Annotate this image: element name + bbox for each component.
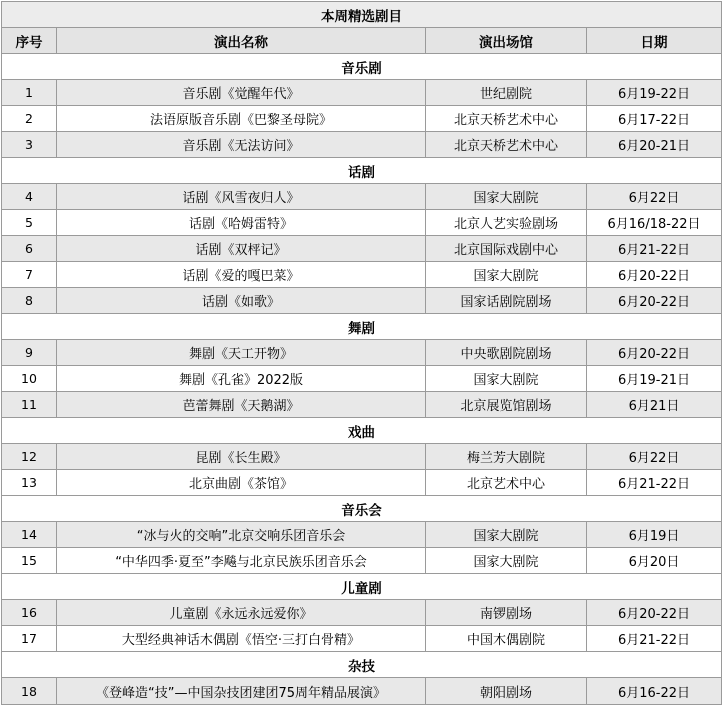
cell-number[interactable]: 17 — [2, 626, 57, 652]
cell-date[interactable]: 6月20-22日 — [587, 262, 722, 288]
cell-show-name[interactable]: 儿童剧《永远永远爱你》 — [57, 600, 426, 626]
cell-date[interactable]: 6月22日 — [587, 444, 722, 470]
section-row — [2, 314, 722, 340]
table-row — [2, 600, 722, 626]
cell-show-name[interactable]: 音乐剧《觉醒年代》 — [57, 80, 426, 106]
table-row — [2, 288, 722, 314]
section-row — [2, 418, 722, 444]
table-row — [2, 184, 722, 210]
cell-venue[interactable]: 南锣剧场 — [426, 600, 587, 626]
cell-venue[interactable]: 北京天桥艺术中心 — [426, 106, 587, 132]
cell-number[interactable]: 15 — [2, 548, 57, 574]
cell-show-name[interactable]: 话剧《爱的嘎巴菜》 — [57, 262, 426, 288]
cell-number[interactable]: 12 — [2, 444, 57, 470]
cell-date[interactable]: 6月17-22日 — [587, 106, 722, 132]
cell-venue[interactable]: 国家大剧院 — [426, 184, 587, 210]
cell-date[interactable]: 6月19-22日 — [587, 80, 722, 106]
cell-number[interactable]: 18 — [2, 678, 57, 705]
cell-venue[interactable]: 世纪剧院 — [426, 80, 587, 106]
program-table — [1, 1, 722, 705]
table-row — [2, 470, 722, 496]
cell-number[interactable]: 2 — [2, 106, 57, 132]
cell-venue[interactable]: 国家话剧院剧场 — [426, 288, 587, 314]
cell-show-name[interactable]: “冰与火的交响”北京交响乐团音乐会 — [57, 522, 426, 548]
table-row — [2, 626, 722, 652]
cell-venue[interactable]: 中国木偶剧院 — [426, 626, 587, 652]
cell-date[interactable]: 6月20-21日 — [587, 132, 722, 158]
header-number: 序号 — [2, 28, 57, 54]
table-row — [2, 444, 722, 470]
cell-venue[interactable]: 国家大剧院 — [426, 262, 587, 288]
table-row — [2, 522, 722, 548]
section-title: 戏曲 — [2, 418, 722, 444]
cell-date[interactable]: 6月21日 — [587, 392, 722, 418]
cell-date[interactable]: 6月21-22日 — [587, 236, 722, 262]
table-row — [2, 548, 722, 574]
header-row — [2, 28, 722, 54]
table-row — [2, 132, 722, 158]
table-row — [2, 678, 722, 705]
table-row — [2, 366, 722, 392]
cell-date[interactable]: 6月19-21日 — [587, 366, 722, 392]
cell-date[interactable]: 6月20-22日 — [587, 288, 722, 314]
section-row — [2, 574, 722, 600]
cell-venue[interactable]: 国家大剧院 — [426, 548, 587, 574]
section-title: 杂技 — [2, 652, 722, 678]
cell-date[interactable]: 6月16/18-22日 — [587, 210, 722, 236]
section-row — [2, 54, 722, 80]
cell-venue[interactable]: 国家大剧院 — [426, 366, 587, 392]
section-title: 音乐会 — [2, 496, 722, 522]
table-row — [2, 80, 722, 106]
cell-number[interactable]: 16 — [2, 600, 57, 626]
section-title: 话剧 — [2, 158, 722, 184]
cell-show-name[interactable]: 话剧《如歌》 — [57, 288, 426, 314]
cell-date[interactable]: 6月20日 — [587, 548, 722, 574]
cell-show-name[interactable]: 舞剧《孔雀》2022版 — [57, 366, 426, 392]
table-title: 本周精选剧目 — [2, 2, 722, 28]
cell-number[interactable]: 9 — [2, 340, 57, 366]
cell-venue[interactable]: 中央歌剧院剧场 — [426, 340, 587, 366]
cell-show-name[interactable]: 话剧《哈姆雷特》 — [57, 210, 426, 236]
header-show-name: 演出名称 — [57, 28, 426, 54]
section-title: 儿童剧 — [2, 574, 722, 600]
cell-show-name[interactable]: 《登峰造“技”—中国杂技团建团75周年精品展演》 — [57, 678, 426, 705]
cell-date[interactable]: 6月20-22日 — [587, 600, 722, 626]
cell-show-name[interactable]: 话剧《双枰记》 — [57, 236, 426, 262]
cell-show-name[interactable]: 话剧《风雪夜归人》 — [57, 184, 426, 210]
cell-show-name[interactable]: 法语原版音乐剧《巴黎圣母院》 — [57, 106, 426, 132]
table-row — [2, 340, 722, 366]
cell-date[interactable]: 6月22日 — [587, 184, 722, 210]
header-date: 日期 — [587, 28, 722, 54]
spreadsheet — [0, 1, 722, 708]
cell-number[interactable]: 5 — [2, 210, 57, 236]
section-row — [2, 652, 722, 678]
title-row — [2, 2, 722, 28]
cell-venue[interactable]: 北京艺术中心 — [426, 470, 587, 496]
section-title: 音乐剧 — [2, 54, 722, 80]
cell-number[interactable]: 1 — [2, 80, 57, 106]
cell-show-name[interactable]: “中华四季·夏至”李飚与北京民族乐团音乐会 — [57, 548, 426, 574]
cell-show-name[interactable]: 北京曲剧《茶馆》 — [57, 470, 426, 496]
cell-number[interactable]: 11 — [2, 392, 57, 418]
cell-date[interactable]: 6月21-22日 — [587, 626, 722, 652]
cell-number[interactable]: 10 — [2, 366, 57, 392]
table-row — [2, 392, 722, 418]
cell-number[interactable]: 13 — [2, 470, 57, 496]
cell-show-name[interactable]: 舞剧《天工开物》 — [57, 340, 426, 366]
cell-date[interactable]: 6月19日 — [587, 522, 722, 548]
table-body — [2, 2, 722, 705]
cell-venue[interactable]: 北京人艺实验剧场 — [426, 210, 587, 236]
cell-venue[interactable]: 朝阳剧场 — [426, 678, 587, 705]
cell-date[interactable]: 6月16-22日 — [587, 678, 722, 705]
cell-number[interactable]: 4 — [2, 184, 57, 210]
cell-venue[interactable]: 国家大剧院 — [426, 522, 587, 548]
cell-number[interactable]: 8 — [2, 288, 57, 314]
cell-venue[interactable]: 梅兰芳大剧院 — [426, 444, 587, 470]
cell-show-name[interactable]: 音乐剧《无法访问》 — [57, 132, 426, 158]
cell-venue[interactable]: 北京天桥艺术中心 — [426, 132, 587, 158]
cell-date[interactable]: 6月20-22日 — [587, 340, 722, 366]
cell-show-name[interactable]: 芭蕾舞剧《天鹅湖》 — [57, 392, 426, 418]
cell-venue[interactable]: 北京国际戏剧中心 — [426, 236, 587, 262]
section-row — [2, 496, 722, 522]
cell-number[interactable]: 7 — [2, 262, 57, 288]
section-title: 舞剧 — [2, 314, 722, 340]
table-row — [2, 262, 722, 288]
header-venue: 演出场馆 — [426, 28, 587, 54]
section-row — [2, 158, 722, 184]
cell-venue[interactable]: 北京展览馆剧场 — [426, 392, 587, 418]
cell-number[interactable]: 6 — [2, 236, 57, 262]
table-row — [2, 236, 722, 262]
cell-show-name[interactable]: 大型经典神话木偶剧《悟空·三打白骨精》 — [57, 626, 426, 652]
table-row — [2, 210, 722, 236]
cell-number[interactable]: 14 — [2, 522, 57, 548]
cell-number[interactable]: 3 — [2, 132, 57, 158]
table-row — [2, 106, 722, 132]
cell-date[interactable]: 6月21-22日 — [587, 470, 722, 496]
cell-show-name[interactable]: 昆剧《长生殿》 — [57, 444, 426, 470]
